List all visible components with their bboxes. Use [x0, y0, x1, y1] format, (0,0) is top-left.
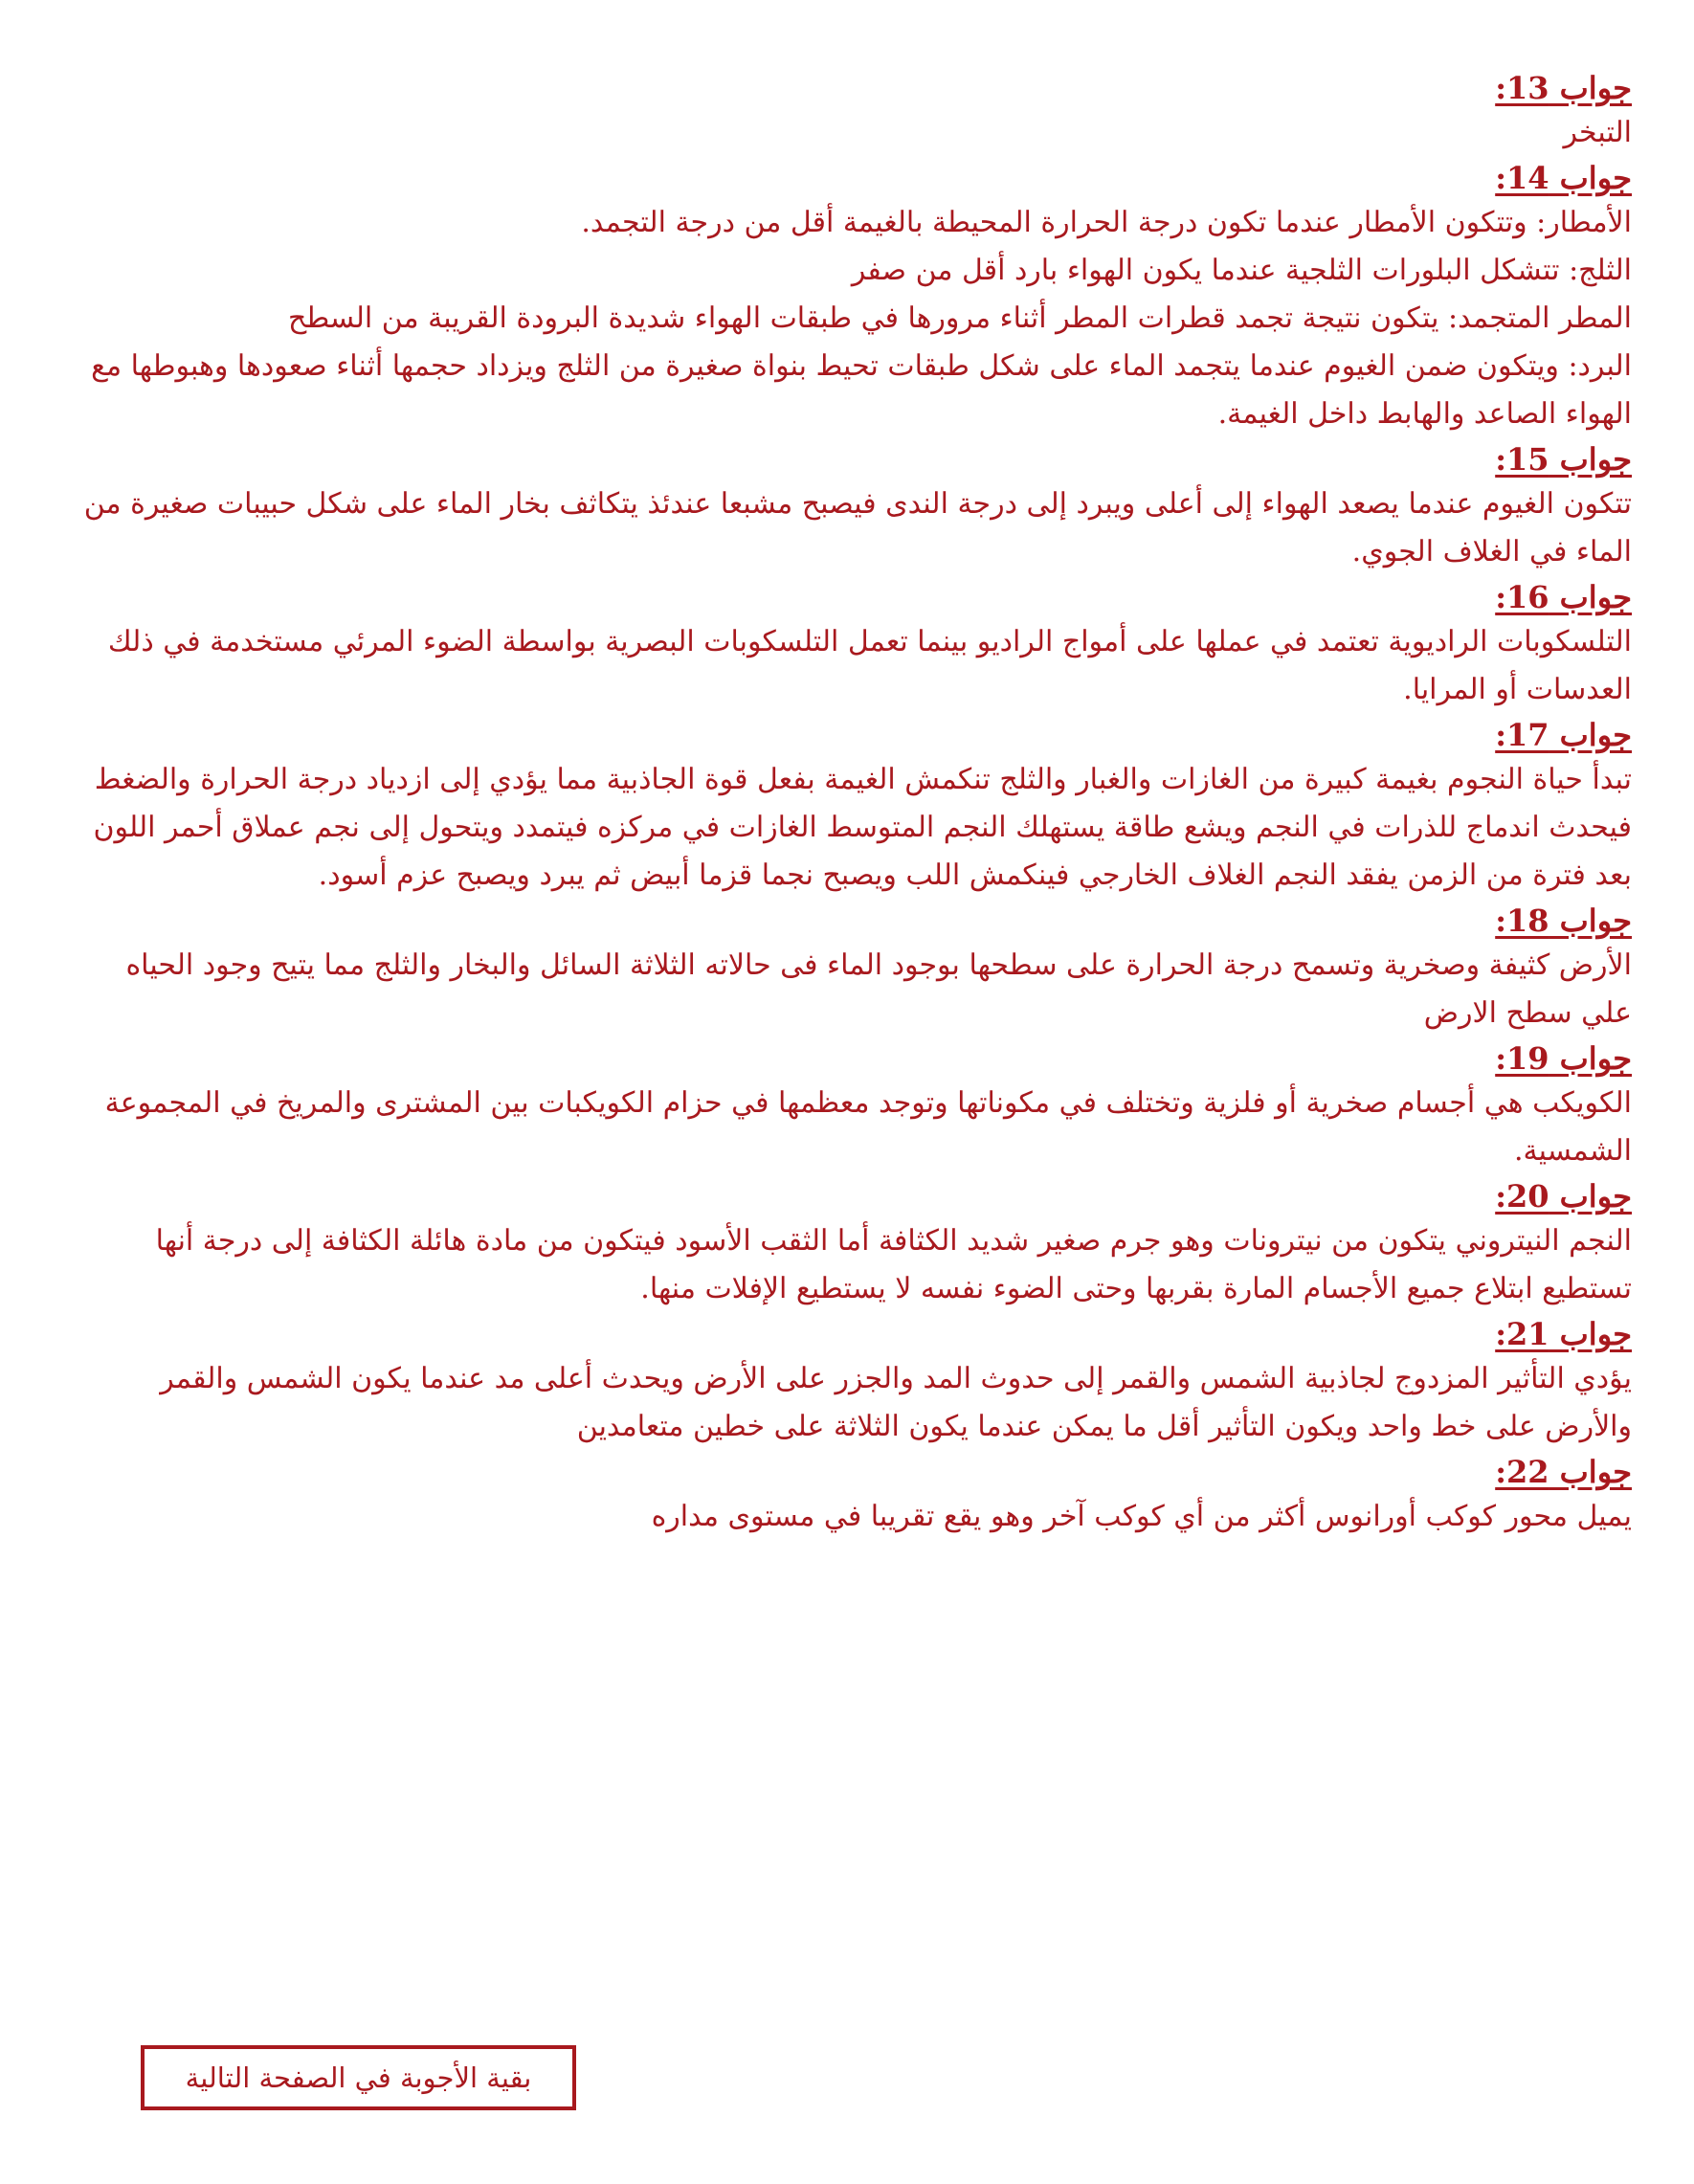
answer-heading: جواب 20:: [1495, 1178, 1632, 1215]
answer-text: تتكون الغيوم عندما يصعد الهواء إلى أعلى ويبرد إلى درجة الندى فيصبح مشبعا عندئذ يتكاثف بخار الماء على شكل حبيبات صغيرة من الماء في الغلاف الجوي.: [83, 487, 1632, 568]
answer-text: الأمطار: وتتكون الأمطار عندما تكون درجة الحرارة المحيطة بالغيمة أقل من درجة التجمد. الثلج: تتشكل البلورات الثلجية عندما يكون الهواء بارد أقل من صفر المطر المتجمد: يتكون نتيجة تجمد قطرات المطر أثناء مرورها في طبقات الهواء شديدة البرودة القريبة من السطح البرد: ويتكون ضمن الغيوم عندما يتجمد الماء على شكل طبقات تحيط بنواة صغيرة من الثلج ويزداد حجمها أثناء صعودها وهبوطها مع الهواء الصاعد والهابط داخل الغيمة.: [91, 206, 1632, 431]
answer-16: [72, 576, 1632, 714]
answer-text: تبدأ حياة النجوم بغيمة كبيرة من الغازات والغبار والثلج تنكمش الغيمة بفعل قوة الجاذبية مما يؤدي إلى ازدياد درجة الحرارة والضغط فيحدث اندماج للذرات في النجم ويشع طاقة يستهلك النجم المتوسط الغازات في مركزه فيتمدد ويتحول إلى نجم عملاق أحمر اللون بعد فترة من الزمن يفقد النجم الغلاف الخارجي فينكمش اللب ويصبح نجما قزما أبيض ثم يبرد ويصبح عزم أسود.: [93, 763, 1632, 892]
answers-page: [72, 67, 1632, 1541]
answer-22: [72, 1451, 1632, 1541]
answer-heading: جواب 15:: [1495, 441, 1632, 478]
answer-text: التبخر: [1563, 116, 1632, 149]
answer-text: التلسكوبات الراديوية تعتمد في عملها على أمواج الراديو بينما تعمل التلسكوبات البصرية بواسطة الضوء المرئي مستخدمة في ذلك العدسات أو المرايا.: [107, 625, 1632, 706]
answer-text: النجم النيتروني يتكون من نيترونات وهو جرم صغير شديد الكثافة أما الثقب الأسود فيتكون من مادة هائلة الكثافة إلى درجة أنها تستطيع ابتلاع جميع الأجسام المارة بقربها وحتى الضوء نفسه لا يستطيع الإفلات منها.: [155, 1224, 1632, 1305]
continued-next-page-note: بقية الأجوبة في الصفحة التالية: [141, 2045, 576, 2110]
answer-text: يؤدي التأثير المزدوج لجاذبية الشمس والقمر إلى حدوث المد والجزر على الأرض ويحدث أعلى مد عندما يكون الشمس والقمر والأرض على خط واحد ويكون التأثير أقل ما يمكن عندما يكون الثلاثة على خطين متعامدين: [160, 1362, 1632, 1443]
answer-17: [72, 714, 1632, 900]
answer-18: [72, 900, 1632, 1037]
answer-13: [72, 67, 1632, 157]
answer-heading: جواب 21:: [1495, 1316, 1632, 1352]
answer-heading: جواب 16:: [1495, 579, 1632, 615]
answer-19: [72, 1037, 1632, 1175]
answer-heading: جواب 14:: [1495, 160, 1632, 196]
answer-heading: جواب 13:: [1495, 70, 1632, 106]
answer-heading: جواب 22:: [1495, 1454, 1632, 1490]
answer-21: [72, 1313, 1632, 1451]
answer-text: الكويكب هي أجسام صخرية أو فلزية وتختلف في مكوناتها وتوجد معظمها في حزام الكويكبات بين المشترى والمريخ في المجموعة الشمسية.: [104, 1086, 1632, 1168]
answer-15: [72, 438, 1632, 576]
answer-heading: جواب 18:: [1495, 903, 1632, 939]
answer-text: يميل محور كوكب أورانوس أكثر من أي كوكب آخر وهو يقع تقريبا في مستوى مداره: [651, 1500, 1632, 1533]
answer-text: الأرض كثيفة وصخرية وتسمح درجة الحرارة على سطحها بوجود الماء فى حالاته الثلاثة السائل والبخار والثلج مما يتيح وجود الحياه علي سطح الارض: [125, 948, 1632, 1030]
answer-heading: جواب 19:: [1495, 1040, 1632, 1077]
answer-14: [72, 157, 1632, 438]
answer-20: [72, 1175, 1632, 1313]
answer-heading: جواب 17:: [1495, 717, 1632, 753]
